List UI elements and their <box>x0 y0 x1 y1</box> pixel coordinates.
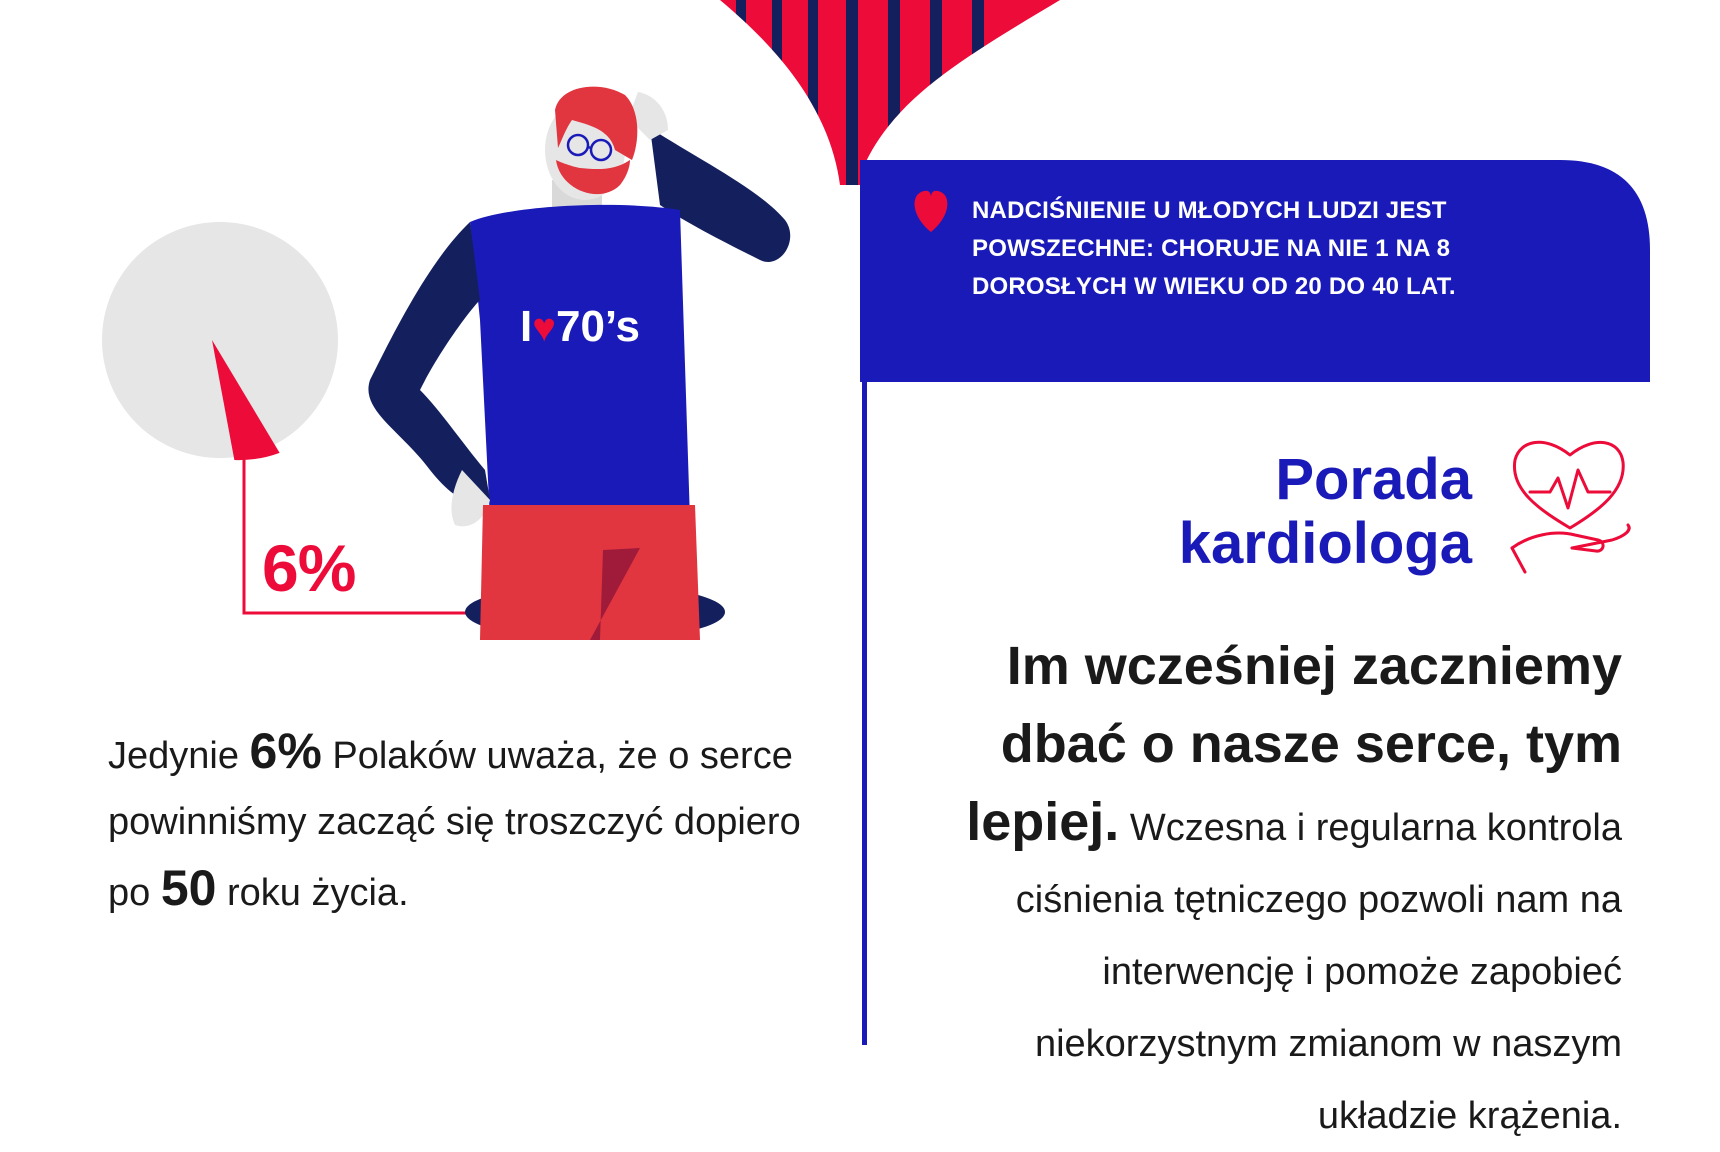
shirt-text-prefix: I <box>520 302 533 351</box>
shirt-text <box>520 302 640 352</box>
heart-hand-icon <box>1512 442 1629 572</box>
left-highlight-age: 50 <box>160 860 217 916</box>
left-paragraph <box>108 718 808 926</box>
stat-value: 6% <box>262 531 356 605</box>
advice-lead: Im wcześniej zaczniemy dbać o nasze serce, tym lepiej. <box>966 636 1622 852</box>
pie-chart <box>102 222 338 460</box>
banner-text: NADCIŚNIENIE U MŁODYCH LUDZI JEST POWSZECHNE: CHORUJE NA NIE 1 NA 8 DOROSŁYCH W WIEKU OD 20 DO 40 LAT. <box>972 197 1456 300</box>
shirt-text-suffix: 70’s <box>555 302 640 351</box>
advice-title-line2: kardiologa <box>1178 511 1472 576</box>
shirt-heart-icon: ♥ <box>532 306 556 350</box>
advice-body <box>900 630 1622 1152</box>
left-highlight-percent: 6% <box>249 723 322 779</box>
left-text-part2: Polaków uważa, że o serce powinniśmy zacząć się troszczyć dopiero po <box>108 735 801 914</box>
person-illustration <box>368 87 790 640</box>
advice-title <box>1100 448 1472 576</box>
advice-title-line1: Porada <box>1275 447 1472 512</box>
vertical-divider <box>862 185 867 1045</box>
advice-body-text: Wczesna i regularna kontrola ciśnienia tętniczego pozwoli nam na interwencję i pomoże zapobieć niekorzystnym zmianom w naszym układzie krążenia. <box>1015 807 1622 1137</box>
left-text-part3: roku życia. <box>216 872 409 914</box>
left-text-part1: Jedynie <box>108 735 250 777</box>
